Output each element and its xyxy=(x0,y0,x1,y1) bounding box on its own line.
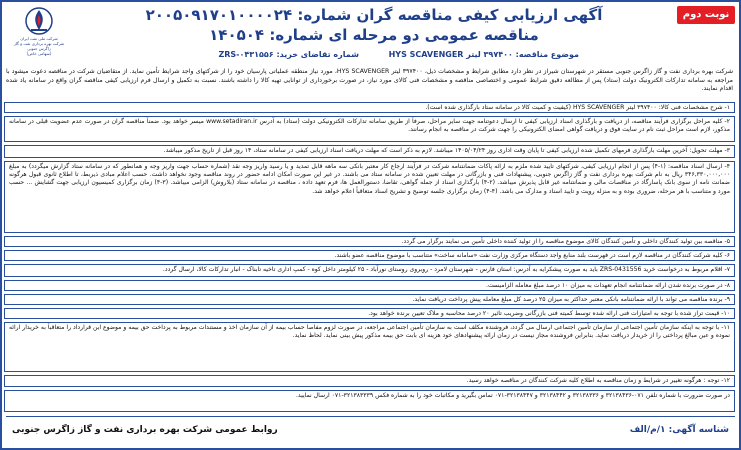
item-1 xyxy=(4,102,735,113)
item-11 xyxy=(4,322,735,372)
notice-id: شناسه آگهی: ۱/م/الف xyxy=(629,425,729,435)
item-7 xyxy=(4,264,735,277)
item-12 xyxy=(4,375,735,387)
nioc-logo-icon xyxy=(24,6,54,36)
notice-subtitle: مناقصه عمومی دو مرحله ای شماره: ۱۴۰۵۰۴ xyxy=(209,26,539,44)
item-text: ۶- کلیه شرکت کنندگان در مناقصه لازم است در فهرست بلند منابع واجد دستگاه مرکزی وزارت نفت «سامانه ساخت» متناسب با موضوع مناقصه عضو باشند. xyxy=(334,252,730,259)
item-9 xyxy=(4,294,735,305)
item-3 xyxy=(4,145,735,158)
item-text: ۳- مهلت تحویل: آخرین مهلت بارگذاری فرمهای تکمیل شده ارزیابی کیفی تا پایان وقت اداری روز ۱۴۰۵/۰۴/۲۴ میباشد. لازم به ذکر است که مهلت دریافت اسناد ارزیابی کیفی در سامانه ستاد، ۱۴ روز قبل از تاریخ مذکور میباشد. xyxy=(163,147,730,154)
notice-title: آگهی ارزیابی کیفی مناقصه گران شماره: ۲۰۰۵۰۹۱۷۰۱۰۰۰۰۲۴ xyxy=(145,6,603,24)
item-text: ۷- اقلام مربوط به درخواست خرید ZRS-0431556 باید به صورت پیشکرایه به آدرس: استان فارس - شهرستان لامرد - روبروی روستای نورآباد - ۲۵ کیلومتر داخل کوه - کمپ اداری تاخیه تابناک - انبار تدارکات کالا، ارسال گردد. xyxy=(162,266,730,273)
footer-divider xyxy=(6,416,735,417)
item-text: ۸- در صورت برنده شدن ارائه ضمانتنامه انجام تعهدات به میزان ۱۰ درصد مبلغ معامله الزامیست. xyxy=(486,282,730,289)
logo-line-3: (سهامی خاص) xyxy=(26,51,52,56)
intro-paragraph: شرکت بهره برداری نفت و گاز زاگرس جنوبی مستقر در شهرستان شیراز در نظر دارد مطابق شرایط و مشخصات ذیل، ۳۹۷۴۰۰ لیتر HYS SCAVENGER، مورد نیاز منطقه عملیاتی پارسیان خود را از شرکتهای واجد شرایط تأمین نماید. از متقاضیان شرکت در مناقصه دعوت میشود با مراجعه به سامانه تدارکات الکترونیک دولت (ستاد) پس از مطالعه دقیق شرایط عمومی و اختصاصی مناقصه و مشخصات فنی کالای مورد نیاز، در صورت برخورداری از توانایی تهیه کالا را داشته باشند. نسبت به تکمیل و ارسال فرم ارزیابی کیفی مناقصه گران واقع در سامانه یاد شده اقدام نمایند. xyxy=(6,68,734,93)
public-relations-signature: روابط عمومی شرکت بهره برداری نفت و گاز زاگرس جنوبی xyxy=(12,425,278,435)
purchase-request-number: شماره تقاضای خرید: ZRS-۰۴۳۱۵۵۶ xyxy=(218,50,359,59)
tender-subject: موضوع مناقصه: ۳۹۷۴۰۰ لیتر HYS SCAVENGER xyxy=(388,50,579,59)
item-text: ۹- برنده مناقصه می تواند با ارائه ضمانتنامه بانکی معتبر حداکثر به میزان ۲۵ درصد کل مبلغ معامله پیش پرداخت دریافت نماید. xyxy=(412,296,730,303)
round-badge: نوبت دوم xyxy=(677,6,735,24)
item-2 xyxy=(4,116,735,142)
item-10 xyxy=(4,308,735,319)
logo-line-1: شرکت ملی نفت ایران xyxy=(20,36,58,41)
item-text: ۱۱- با توجه به اینکه سازمان تأمین اجتماعی از سازمان تأمین اجتماعی ارسال می گردد، فروشنده مکلف است به سازمان تأمین اجتماعی مراجعه، در صورت لزوم مفاصا حساب بیمه از آن سازمان اخذ و مستندات مربوط به پرداخت حق بیمه و موضوع این قرارداد را متعاقباً به خریدار ارائه نموده و عین مبالغ پرداختی را از خریدار دریافت نماید. بنابراین فروشنده مجاز نیست در زمان ارائه پیشنهادهای خود هزینه ای بابت حق بیمه مذکور پیش بینی نماید. لحاظ نماید. xyxy=(9,324,730,340)
contact-info xyxy=(4,390,735,412)
item-5 xyxy=(4,236,735,247)
item-text: ۱۲- توجه : هرگونه تغییر در شرایط و زمان مناقصه به اطلاع کلیه شرکت کنندگان در مناقصه خواهد رسید. xyxy=(466,377,730,384)
subject-row xyxy=(79,50,669,64)
item-text: ۲- کلیه مراحل برگزاری فرآیند مناقصه، از دریافت و بارگذاری اسناد ارزیابی کیفی تا ارسال دعوتنامه جهت سایر مراحل، صرفاً از طریق سامانه تدارکات الکترونیکی دولت (ستاد) به آدرس www.setadiran.ir میسر خواهد بود. ضمناً مناقصه گران در صورت عدم عضویت قبلی در سامانه مذکور، لازم است مراحل ثبت نام در سایت فوق و دریافت گواهی امضای الکترونیکی را جهت شرکت در مناقصه به انجام رسانند. xyxy=(9,118,730,134)
item-text: ۴- ارسال اسناد مناقصه: (۱-۴) پس از انجام ارزیابی کیفی، شرکتهای تایید شده ملزم به ارائه پاکات ضمانتنامه شرکت در فرآیند ارجاع کار معتبر بانکی سه ماهه قابل تمدید و یا رسید واریز وجه نقد (شماره حساب جهت واریز وجه و همانطور که در سامانه ستاد گزارش میگردد) به مبلغ ۳۴۶,۳۳۰,۰۰۰,۰۰۰ ریال به نام شرکت بهره برداری نفت و گاز زاگرس جنوبی، پیشنهادات فنی و بازرگانی در مهلت تعیین شده در سامانه ستاد می باشند. در غیر این صورت امکان ادامه حضور در روند مناقصه وجود نخواهد داشت. حسب اعلام مبادی ذیربط، تا اطلاع ثانوی قبول هرگونه ضمانت نامه از سوی بانک پاسارگاد در مناقصات مالی و ضمانتنامه غیر قابل پذیرش میباشد. (۲-۴) بارگذاری اسناد از جمله گواهی، تقاضا، دستورالعمل ها، فرم تعهد داده ، مناقصه در سامانه ستاد (بلاروش) الزامی میباشد. (۳-۴) زمان برگزاری کمیسیون ارزیابی جهت گشایش ... حسب مورد و متناسب با هر مرحله، ضروری بوده و به منزله رویت و تایید اسناد و مدارک می باشد. (۴-۴) زمان برگزاری جلسه توضیح و تشریح اسناد متعاقباً اعلام خواهد شد. xyxy=(9,163,730,195)
logo-line-2: شرکت بهره برداری نفت و گاز زاگرس جنوبی xyxy=(13,41,65,51)
item-8 xyxy=(4,280,735,291)
company-logo xyxy=(10,6,68,64)
item-6 xyxy=(4,250,735,261)
item-text: ۵- مناقصه بین تولید کنندگان داخلی و تأمین کنندگان کالای موضوع مناقصه را از تولید کننده داخلی تأمین می نمایند برگزار می گردد. xyxy=(401,238,730,245)
item-4 xyxy=(4,161,735,233)
item-text: ۱- شرح مشخصات فنی کالا: ۳۹۷۴۰۰ لیتر HYS SCAVENGER (کیفیت و کمیت کالا در سامانه ستاد بارگذاری شده است). xyxy=(425,104,730,111)
item-text: ۱۰- قیمت تراز شده با توجه به امتیازات فنی ارائه شده توسط کمیته فنی بازرگانی وضریب تاثیر ۲۰ درصد محاسبه و ملاک تعیین برنده خواهد بود. xyxy=(368,310,730,317)
item-text: در صورت ضرورت با شماره تلفن ۰۷۱-۳۲۱۳۸۴۳۶ و ۳۲۱۳۸۳۳۶ و ۳۲۱۳۸۴۴۲ و ۳۲۱۳۸۴۴۷-۰۷۱ تماس بگیرید و مکاتبات خود را به شماره فکس ۳۲۱۳۸۳۳۳۹-۰۷۱ ارسال نمایید. xyxy=(295,392,730,399)
notice-footer xyxy=(8,422,733,446)
notice-header xyxy=(2,2,739,68)
